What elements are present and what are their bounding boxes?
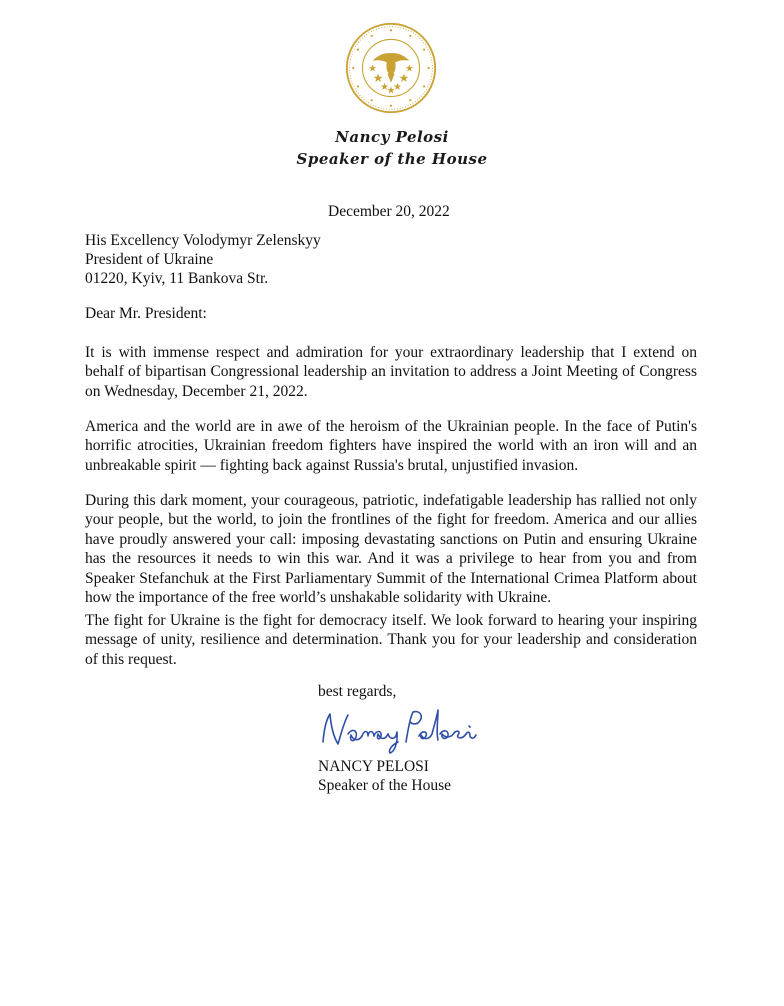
signer-title: Speaker of the House xyxy=(318,777,451,794)
handwritten-signature-icon xyxy=(318,700,498,756)
recipient-street: 01220, Kyiv, 11 Bankova Str. xyxy=(85,270,269,287)
recipient-address xyxy=(85,231,321,288)
body-paragraph: It is with immense respect and admiration for your extraordinary leadership that I extend on behalf of bipartisan Congressional leadership an invitation to address a Joint Meeting of Congress on Wednesday, December 21, 2022. xyxy=(85,344,697,400)
recipient-title: President of Ukraine xyxy=(85,251,214,268)
letterhead-name: Nancy Pelosi xyxy=(335,128,449,146)
signer-name: NANCY PELOSI xyxy=(318,758,429,775)
body-paragraph: America and the world are in awe of the heroism of the Ukrainian people. In the face of Putin's horrific atrocities, Ukrainian freedom fighters have inspired the world with an iron will and an unbreakable spirit — fighting back against Russia's brutal, unjustified invasion. xyxy=(85,418,697,474)
letterhead-title: Speaker of the House xyxy=(296,150,488,168)
signature-block xyxy=(318,757,451,795)
recipient-name: His Excellency Volodymyr Zelenskyy xyxy=(85,232,321,249)
closing: best regards, xyxy=(318,683,397,700)
body-paragraph: The fight for Ukraine is the fight for democracy itself. We look forward to hearing your inspiring message of unity, resilience and determination. Thank you for your leadership and consideration of this request. xyxy=(85,612,697,668)
letter-date: December 20, 2022 xyxy=(328,203,450,220)
salutation: Dear Mr. President: xyxy=(85,305,207,322)
house-seal-icon xyxy=(345,22,437,114)
body-paragraph: During this dark moment, your courageous, patriotic, indefatigable leadership has rallied not only your people, but the world, to join the frontlines of the fight for freedom. America and our allies have proudly answered your call: imposing devastating sanctions on Putin and ensuring Ukraine has the resources it needs to win this war. And it was a privilege to hear from you and from Speaker Stefanchuk at the First Parliamentary Summit of the International Crimea Platform about how the importance of the free world’s unshakable solidarity with Ukraine. xyxy=(85,492,697,607)
